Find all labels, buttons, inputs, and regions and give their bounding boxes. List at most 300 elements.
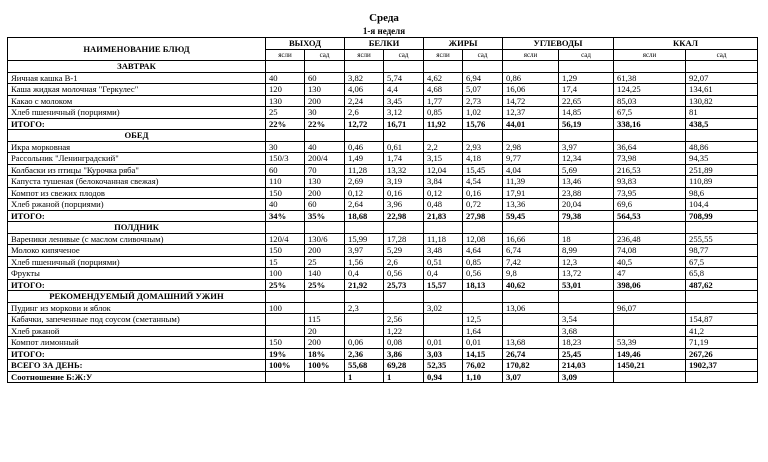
row-value: 1	[384, 371, 424, 383]
row-value: 120	[266, 84, 305, 96]
row-value	[305, 371, 345, 383]
section-total-row	[8, 210, 758, 222]
row-value: 30	[266, 141, 305, 153]
row-value: 1,77	[424, 95, 463, 107]
table-row	[8, 164, 758, 176]
row-label: Хлеб пшеничный (порциями)	[8, 256, 266, 268]
section-header-row	[8, 61, 758, 73]
row-value: 14,72	[503, 95, 559, 107]
row-value: 214,03	[559, 360, 614, 372]
row-value: 1,49	[345, 153, 384, 165]
table-row	[8, 314, 758, 326]
row-value: 2,3	[345, 302, 384, 314]
row-value: 12,5	[463, 314, 503, 326]
row-value: 130	[305, 176, 345, 188]
empty-cell	[424, 222, 463, 234]
row-value: 150	[266, 245, 305, 257]
row-value: 18,68	[345, 210, 384, 222]
row-value: 2,6	[345, 107, 384, 119]
row-value: 22%	[305, 118, 345, 130]
row-value: 48,86	[686, 141, 758, 153]
empty-cell	[614, 61, 686, 73]
day-total-row	[8, 360, 758, 372]
row-value: 216,53	[614, 164, 686, 176]
row-value: 17,91	[503, 187, 559, 199]
empty-cell	[503, 291, 559, 303]
row-label: Рассольник "Ленинградский"	[8, 153, 266, 165]
row-label: ИТОГО:	[8, 348, 266, 360]
row-value: 4,18	[463, 153, 503, 165]
column-header-kcal: ККАЛ	[614, 38, 758, 50]
row-value: 3,97	[559, 141, 614, 153]
empty-cell	[559, 291, 614, 303]
page-title: Среда	[369, 12, 399, 24]
row-value: 12,72	[345, 118, 384, 130]
row-value: 16,06	[503, 84, 559, 96]
row-value: 15,57	[424, 279, 463, 291]
row-value	[266, 314, 305, 326]
row-value: 200/4	[305, 153, 345, 165]
row-value: 22,65	[559, 95, 614, 107]
row-value: 4,54	[463, 176, 503, 188]
row-value: 255,55	[686, 233, 758, 245]
row-value: 44,01	[503, 118, 559, 130]
row-value: 69,28	[384, 360, 424, 372]
row-value: 3,48	[424, 245, 463, 257]
table-row	[8, 72, 758, 84]
row-label: Молоко кипяченое	[8, 245, 266, 257]
row-value: 11,28	[345, 164, 384, 176]
row-value: 13,32	[384, 164, 424, 176]
empty-cell	[345, 291, 384, 303]
row-value: 104,4	[686, 199, 758, 211]
row-label: Яичная кашка В-1	[8, 72, 266, 84]
row-value: 564,53	[614, 210, 686, 222]
row-value: 3,07	[503, 371, 559, 383]
row-label: ВСЕГО ЗА ДЕНЬ:	[8, 360, 266, 372]
row-value: 14,85	[559, 107, 614, 119]
row-label: ИТОГО:	[8, 210, 266, 222]
row-value: 3,84	[424, 176, 463, 188]
row-label: Пудинг из моркови и яблок	[8, 302, 266, 314]
row-value: 7,42	[503, 256, 559, 268]
row-value: 2,73	[463, 95, 503, 107]
row-label: ИТОГО:	[8, 118, 266, 130]
empty-cell	[345, 222, 384, 234]
row-value: 13,36	[503, 199, 559, 211]
row-value: 18,23	[559, 337, 614, 349]
row-value: 79,38	[559, 210, 614, 222]
row-label: Компот лимонный	[8, 337, 266, 349]
row-value: 40,62	[503, 279, 559, 291]
row-value: 0,51	[424, 256, 463, 268]
row-value: 98,77	[686, 245, 758, 257]
row-value: 25%	[266, 279, 305, 291]
row-value: 12,08	[463, 233, 503, 245]
column-header-carbs: УГЛЕВОДЫ	[503, 38, 614, 50]
row-value: 21,83	[424, 210, 463, 222]
row-value: 4,68	[424, 84, 463, 96]
row-value: 18%	[305, 348, 345, 360]
table-row	[8, 95, 758, 107]
row-value: 1,22	[384, 325, 424, 337]
row-value: 3,45	[384, 95, 424, 107]
row-value: 1450,21	[614, 360, 686, 372]
row-value: 61,38	[614, 72, 686, 84]
row-value: 35%	[305, 210, 345, 222]
row-value: 73,95	[614, 187, 686, 199]
row-value: 3,12	[384, 107, 424, 119]
row-value: 0,4	[424, 268, 463, 280]
row-value: 74,08	[614, 245, 686, 257]
row-value: 27,98	[463, 210, 503, 222]
row-value: 0,46	[345, 141, 384, 153]
row-value: 15	[266, 256, 305, 268]
row-value: 40	[266, 72, 305, 84]
row-value: 13,06	[503, 302, 559, 314]
column-header-output: ВЫХОД	[266, 38, 345, 50]
row-value: 19%	[266, 348, 305, 360]
row-value: 2,69	[345, 176, 384, 188]
empty-cell	[424, 61, 463, 73]
row-value: 55,68	[345, 360, 384, 372]
row-label: Хлеб ржаной (порциями)	[8, 199, 266, 211]
section-total-row	[8, 118, 758, 130]
empty-cell	[463, 222, 503, 234]
subheader-kindergarten: сад	[384, 49, 424, 61]
row-value: 130	[305, 84, 345, 96]
row-label: Колбаски из птицы "Курочка ряба"	[8, 164, 266, 176]
row-value	[686, 302, 758, 314]
table-row	[8, 187, 758, 199]
row-value: 3,19	[384, 176, 424, 188]
row-value: 150	[266, 187, 305, 199]
row-label: ИТОГО:	[8, 279, 266, 291]
row-value: 338,16	[614, 118, 686, 130]
row-value: 0,56	[384, 268, 424, 280]
empty-cell	[686, 61, 758, 73]
row-value: 0,85	[463, 256, 503, 268]
empty-cell	[686, 291, 758, 303]
row-value: 12,3	[559, 256, 614, 268]
row-value: 12,34	[559, 153, 614, 165]
empty-cell	[305, 291, 345, 303]
row-value: 140	[305, 268, 345, 280]
row-value: 130	[266, 95, 305, 107]
row-value: 150/3	[266, 153, 305, 165]
empty-cell	[503, 222, 559, 234]
subheader-nursery: ясли	[503, 49, 559, 61]
row-value: 25	[266, 107, 305, 119]
row-value: 65,8	[686, 268, 758, 280]
empty-cell	[266, 222, 305, 234]
row-value: 60	[266, 164, 305, 176]
section-title: РЕКОМЕНДУЕМЫЙ ДОМАШНИЙ УЖИН	[8, 291, 266, 303]
row-value: 34%	[266, 210, 305, 222]
row-value	[266, 371, 305, 383]
empty-cell	[463, 291, 503, 303]
section-total-row	[8, 348, 758, 360]
row-value: 15,76	[463, 118, 503, 130]
row-value: 1	[345, 371, 384, 383]
empty-cell	[384, 222, 424, 234]
table-row	[8, 268, 758, 280]
empty-cell	[686, 222, 758, 234]
row-value: 13,68	[503, 337, 559, 349]
week-subtitle: 1-я неделя	[362, 26, 406, 36]
row-value: 76,02	[463, 360, 503, 372]
row-value: 170,82	[503, 360, 559, 372]
row-value: 1,10	[463, 371, 503, 383]
row-value: 3,97	[345, 245, 384, 257]
row-value: 5,29	[384, 245, 424, 257]
row-value: 110,89	[686, 176, 758, 188]
row-value: 17,4	[559, 84, 614, 96]
row-value: 85,03	[614, 95, 686, 107]
column-header-fat: ЖИРЫ	[424, 38, 503, 50]
row-value: 25,45	[559, 348, 614, 360]
empty-cell	[614, 222, 686, 234]
row-label: Какао с молоком	[8, 95, 266, 107]
row-value: 25,73	[384, 279, 424, 291]
empty-cell	[463, 61, 503, 73]
row-value: 4,64	[463, 245, 503, 257]
row-label: Фрукты	[8, 268, 266, 280]
row-value: 20	[305, 325, 345, 337]
row-value: 94,35	[686, 153, 758, 165]
row-value	[345, 314, 384, 326]
empty-cell	[305, 61, 345, 73]
row-value: 5,74	[384, 72, 424, 84]
empty-cell	[266, 291, 305, 303]
empty-cell	[424, 130, 463, 142]
row-value: 15,99	[345, 233, 384, 245]
row-label: Хлеб ржаной	[8, 325, 266, 337]
row-value	[463, 302, 503, 314]
row-value: 47	[614, 268, 686, 280]
row-value: 96,07	[614, 302, 686, 314]
table-row	[8, 107, 758, 119]
empty-cell	[345, 130, 384, 142]
row-value: 2,56	[384, 314, 424, 326]
row-value: 56,19	[559, 118, 614, 130]
row-value: 3,02	[424, 302, 463, 314]
empty-cell	[305, 130, 345, 142]
row-value: 3,15	[424, 153, 463, 165]
subheader-kindergarten: сад	[463, 49, 503, 61]
row-value: 120/4	[266, 233, 305, 245]
row-value: 9,8	[503, 268, 559, 280]
section-header-row	[8, 130, 758, 142]
empty-cell	[559, 61, 614, 73]
row-value: 40	[266, 199, 305, 211]
row-value: 200	[305, 245, 345, 257]
row-value: 708,99	[686, 210, 758, 222]
row-value: 53,39	[614, 337, 686, 349]
empty-cell	[559, 222, 614, 234]
row-label: Кабачки, запеченные под соусом (сметанным)	[8, 314, 266, 326]
row-value: 30	[305, 107, 345, 119]
row-label: Каша жидкая молочная "Геркулес"	[8, 84, 266, 96]
row-value: 3,68	[559, 325, 614, 337]
row-value: 59,45	[503, 210, 559, 222]
row-value: 130,82	[686, 95, 758, 107]
table-row	[8, 245, 758, 257]
empty-cell	[503, 61, 559, 73]
row-value	[345, 325, 384, 337]
row-value: 15,45	[463, 164, 503, 176]
row-value: 5,07	[463, 84, 503, 96]
row-value	[266, 325, 305, 337]
row-value: 267,26	[686, 348, 758, 360]
row-value: 4,06	[345, 84, 384, 96]
subheader-nursery: ясли	[424, 49, 463, 61]
row-value: 149,46	[614, 348, 686, 360]
empty-cell	[424, 291, 463, 303]
row-value: 69,6	[614, 199, 686, 211]
row-label: Хлеб пшеничный (порциями)	[8, 107, 266, 119]
row-value: 5,69	[559, 164, 614, 176]
empty-cell	[614, 130, 686, 142]
empty-cell	[503, 130, 559, 142]
subheader-kindergarten: сад	[686, 49, 758, 61]
row-value: 1,64	[463, 325, 503, 337]
section-title: ОБЕД	[8, 130, 266, 142]
table-row	[8, 256, 758, 268]
row-value: 3,86	[384, 348, 424, 360]
row-value: 71,19	[686, 337, 758, 349]
row-value: 0,61	[384, 141, 424, 153]
row-value: 4,4	[384, 84, 424, 96]
row-value: 438,5	[686, 118, 758, 130]
row-value: 52,35	[424, 360, 463, 372]
row-value: 110	[266, 176, 305, 188]
row-value: 26,74	[503, 348, 559, 360]
row-value: 4,04	[503, 164, 559, 176]
row-value	[614, 371, 686, 383]
row-value: 70	[305, 164, 345, 176]
row-value: 40,5	[614, 256, 686, 268]
row-value: 20,04	[559, 199, 614, 211]
table-row	[8, 302, 758, 314]
section-title: ПОЛДНИК	[8, 222, 266, 234]
row-value: 0,12	[424, 187, 463, 199]
row-value: 100%	[266, 360, 305, 372]
row-value: 67,5	[614, 107, 686, 119]
table-row	[8, 153, 758, 165]
row-value: 13,46	[559, 176, 614, 188]
row-value: 22%	[266, 118, 305, 130]
empty-cell	[305, 222, 345, 234]
row-value: 40	[305, 141, 345, 153]
menu-table	[7, 37, 758, 383]
row-value: 18,13	[463, 279, 503, 291]
row-value: 0,16	[463, 187, 503, 199]
row-value: 100	[266, 268, 305, 280]
row-value	[503, 325, 559, 337]
empty-cell	[266, 130, 305, 142]
row-value: 100	[266, 302, 305, 314]
row-value	[614, 325, 686, 337]
row-value: 67,5	[686, 256, 758, 268]
header-row	[8, 38, 758, 50]
empty-cell	[384, 130, 424, 142]
row-value: 134,61	[686, 84, 758, 96]
row-value: 11,18	[424, 233, 463, 245]
empty-cell	[384, 61, 424, 73]
row-label: Соотношение Б:Ж:У	[8, 371, 266, 383]
table-row	[8, 84, 758, 96]
row-value	[384, 302, 424, 314]
row-value: 150	[266, 337, 305, 349]
ratio-row	[8, 371, 758, 383]
row-value: 2,98	[503, 141, 559, 153]
column-header-protein: БЕЛКИ	[345, 38, 424, 50]
row-value: 200	[305, 337, 345, 349]
row-value	[614, 314, 686, 326]
row-value: 23,88	[559, 187, 614, 199]
row-value: 17,28	[384, 233, 424, 245]
empty-cell	[614, 291, 686, 303]
row-value: 0,08	[384, 337, 424, 349]
table-row	[8, 337, 758, 349]
row-value: 398,06	[614, 279, 686, 291]
row-value: 73,98	[614, 153, 686, 165]
row-value: 21,92	[345, 279, 384, 291]
row-value: 22,98	[384, 210, 424, 222]
row-value	[305, 302, 345, 314]
row-value: 9,77	[503, 153, 559, 165]
row-value: 6,74	[503, 245, 559, 257]
menu-table-body	[8, 61, 758, 383]
row-value: 14,15	[463, 348, 503, 360]
row-value: 1,02	[463, 107, 503, 119]
row-value: 2,2	[424, 141, 463, 153]
row-value: 236,48	[614, 233, 686, 245]
row-value: 11,39	[503, 176, 559, 188]
row-value: 6,94	[463, 72, 503, 84]
empty-cell	[559, 130, 614, 142]
section-header-row	[8, 291, 758, 303]
row-value: 2,24	[345, 95, 384, 107]
row-value: 12,04	[424, 164, 463, 176]
row-value: 3,54	[559, 314, 614, 326]
row-value: 0,72	[463, 199, 503, 211]
row-value: 36,64	[614, 141, 686, 153]
section-title: ЗАВТРАК	[8, 61, 266, 73]
row-value: 60	[305, 199, 345, 211]
row-value: 130/6	[305, 233, 345, 245]
row-label: Икра морковная	[8, 141, 266, 153]
empty-cell	[686, 130, 758, 142]
row-value: 25	[305, 256, 345, 268]
row-value: 0,56	[463, 268, 503, 280]
empty-cell	[345, 61, 384, 73]
row-value: 18	[559, 233, 614, 245]
row-value: 115	[305, 314, 345, 326]
subheader-kindergarten: сад	[305, 49, 345, 61]
row-label: Капуста тушеная (белокочанная свежая)	[8, 176, 266, 188]
row-value: 2,93	[463, 141, 503, 153]
row-value: 0,94	[424, 371, 463, 383]
section-total-row	[8, 279, 758, 291]
row-value: 0,01	[424, 337, 463, 349]
row-value	[503, 314, 559, 326]
row-value: 11,92	[424, 118, 463, 130]
row-value: 0,01	[463, 337, 503, 349]
empty-cell	[384, 291, 424, 303]
row-value: 124,25	[614, 84, 686, 96]
